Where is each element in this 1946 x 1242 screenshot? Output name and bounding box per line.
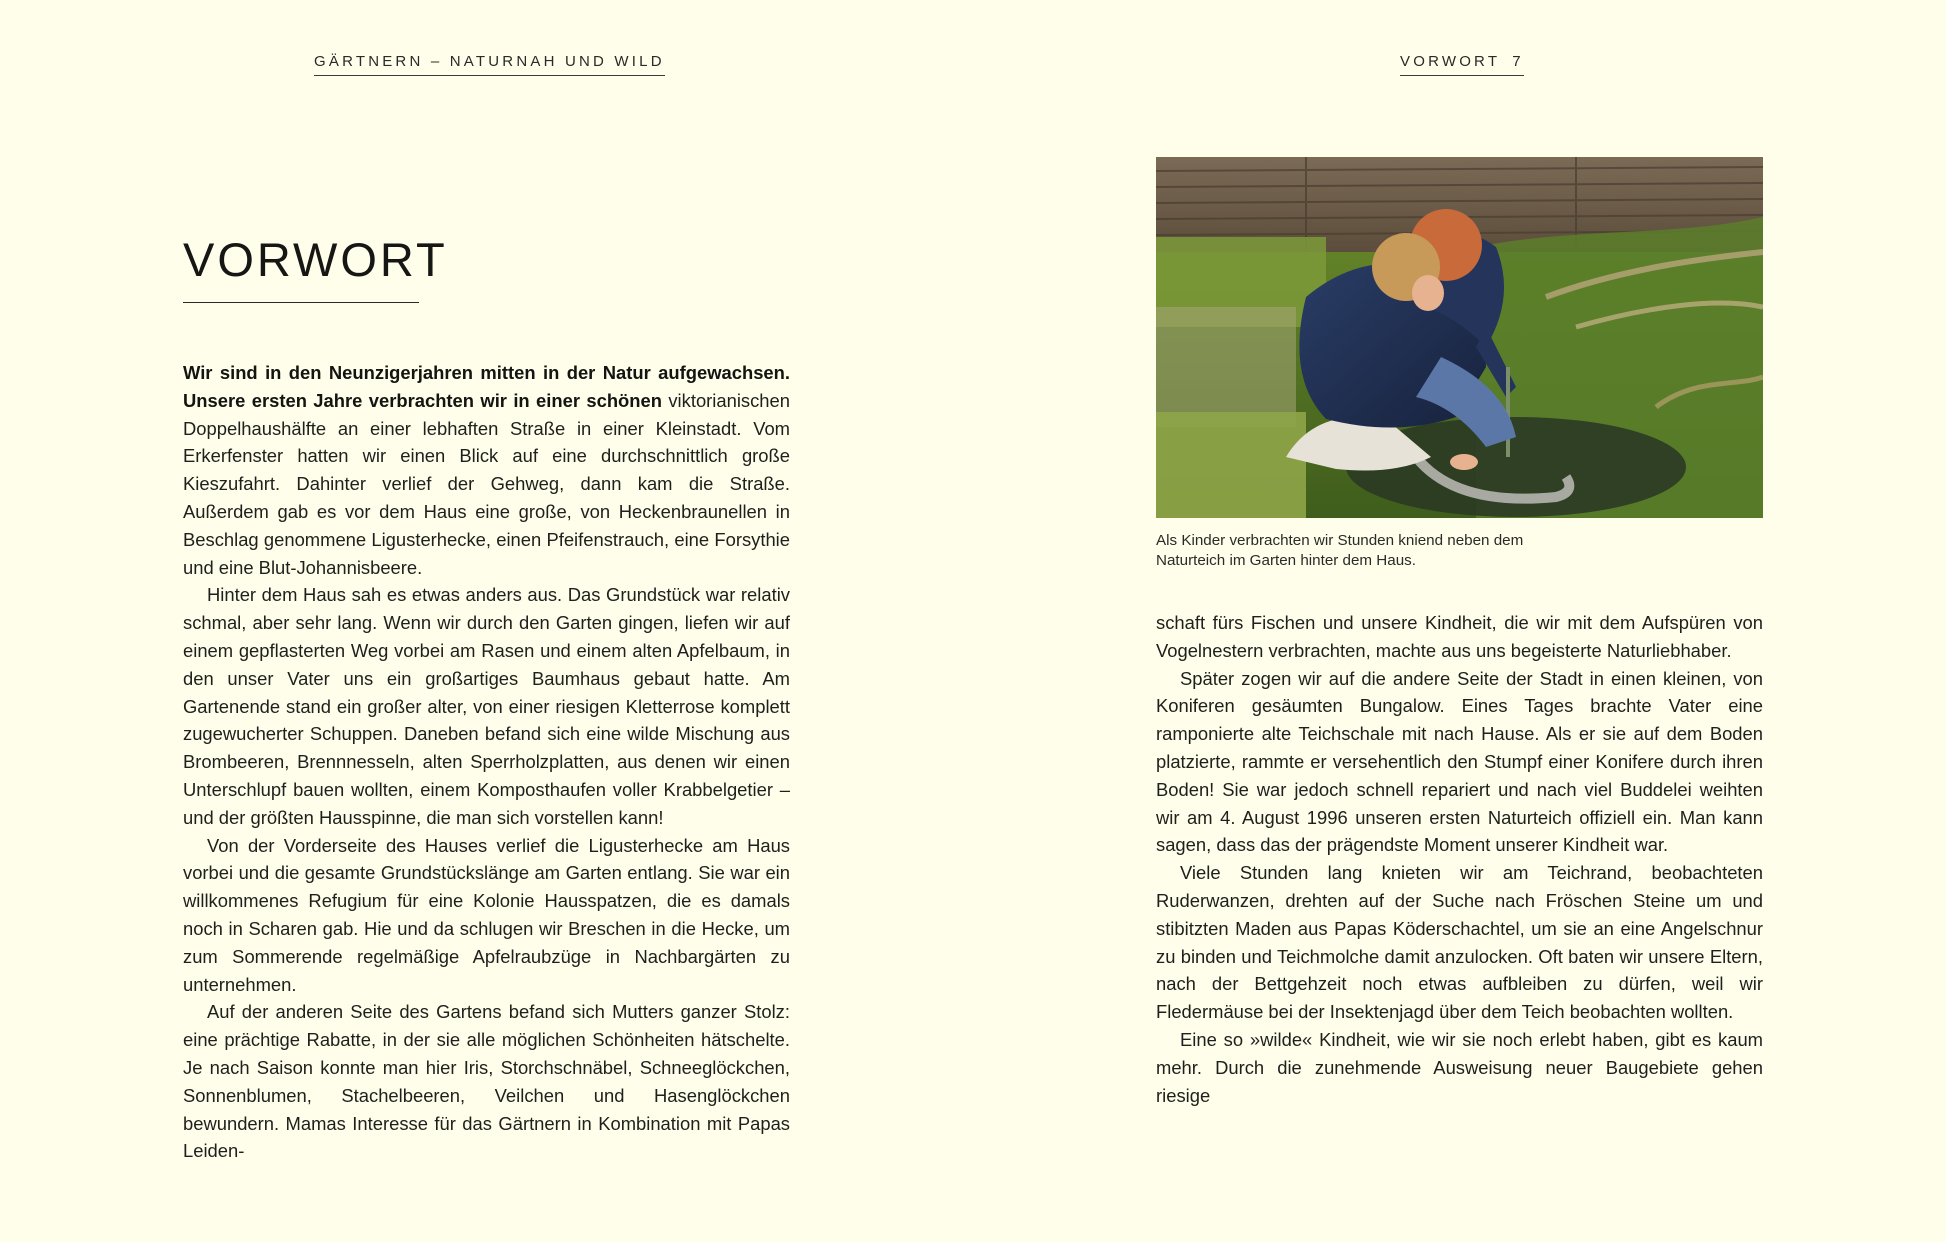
body-text-right — [1156, 609, 1763, 1109]
paragraph: schaft fürs Fischen und unsere Kindheit, die wir mit dem Aufspüren von Vogelnestern verbrachten, machte aus uns begeisterte Naturliebhaber. — [1156, 612, 1763, 661]
photo-children-at-pond — [1156, 157, 1763, 518]
paragraph: Hinter dem Haus sah es etwas anders aus. Das Grundstück war relativ schmal, aber sehr lang. Wenn wir durch den Garten gingen, liefen wir auf einem gepflasterten Weg vorbei am Rasen und einem alten Apfelbaum, in den unser Vater uns ein großartiges Baumhaus gebaut hatte. Am Gartenende stand ein großer alter, von einer riesigen Kletterrose komplett zugewucherter Schuppen. Daneben befand sich eine wilde Mischung aus Brombeeren, Brennnesseln, alten Sperrholzplatten, aus denen wir einen Unterschlupf bauen wollten, einem Komposthaufen voller Krabbelgetier – und der größten Hausspinne, die man sich vorstellen kann! — [183, 584, 790, 828]
body-text-left — [183, 359, 790, 1165]
paragraph: Von der Vorderseite des Hauses verlief die Ligusterhecke am Haus vorbei und die gesamte Grundstückslänge am Garten entlang. Sie war ein willkommenes Refugium für eine Kolonie Hausspatzen, die es damals noch in Scharen gab. Hie und da schlugen wir Breschen in die Hecke, um zum Sommerende regelmäßige Apfelraubzüge in Nachbargärten zu unternehmen. — [183, 834, 790, 995]
chapter-title: VORWORT — [183, 233, 448, 286]
photo-caption: Als Kinder verbrachten wir Stunden kniend neben dem Naturteich im Garten hinter dem Haus. — [1156, 532, 1524, 569]
lead-in-text: Wir sind in den Neunzigerjahren mitten in der Natur aufgewachsen. Unsere ersten Jahre verbrachten wir in einer schönen — [183, 362, 790, 411]
running-head-right — [1400, 53, 1524, 76]
paragraph: Später zogen wir auf die andere Seite der Stadt in einen kleinen, von Koniferen gesäumten Bungalow. Eines Tages brachte Vater eine ramponierte alte Teichschale mit nach Hause. Als er sie auf dem Boden platzierte, rammte er versehentlich den Stumpf einer Konifere durch ihren Boden! Sie war jedoch schnell repariert und nach viel Buddelei weihten wir am 4. August 1996 unseren ersten Naturteich offiziell ein. Man kann sagen, dass das der prägendste Moment unserer Kindheit war. — [1156, 667, 1763, 856]
paragraph — [183, 359, 790, 581]
running-head-left — [314, 53, 665, 76]
paragraph: Auf der anderen Seite des Gartens befand sich Mutters ganzer Stolz: eine prächtige Rabatte, in der sie alle möglichen Schönheiten hätschelte. Je nach Saison konnte man hier Iris, Storchschnäbel, Schneeglöckchen, Sonnenblumen, Stachelbeeren, Veilchen und Hasenglöckchen bewundern. Mamas Interesse für das Gärtnern in Kombination mit Papas Leiden- — [183, 1001, 790, 1162]
title-divider — [183, 302, 419, 303]
paragraph: Eine so »wilde« Kindheit, wie wir sie noch erlebt haben, gibt es kaum mehr. Durch die zunehmende Ausweisung neuer Baugebiete gehen riesige — [1156, 1028, 1763, 1106]
running-head-title: VORWORT — [1400, 53, 1501, 70]
running-head-title: GÄRTNERN – NATURNAH UND WILD — [314, 53, 665, 70]
paragraph-text: viktorianischen Doppelhaushälfte an einer lebhaften Straße in einer Kleinstadt. Vom Erkerfenster hatten wir einen Blick auf eine durchschnittlich große Kieszufahrt. Dahinter verlief der Gehweg, dann kam die Straße. Außerdem gab es vor dem Haus eine große, von Heckenbraunellen in Beschlag genommene Ligusterhecke, einen Pfeifenstrauch, eine Forsythie und eine Blut-Johannisbeere. — [183, 389, 790, 578]
paragraph: Viele Stunden lang knieten wir am Teichrand, beobachteten Ruderwanzen, drehten auf der Suche nach Fröschen Steine um und stibitzten Maden aus Papas Köderschachtel, um sie an eine Angelschnur zu binden und Teichmolche damit anzulocken. Oft baten wir unsere Eltern, nach der Bettgehzeit noch etwas aufbleiben zu dürfen, weil wir Fledermäuse bei der Insektenjagd über dem Teich beobachten wollten. — [1156, 862, 1763, 1023]
photo-illustration — [1156, 157, 1763, 518]
page-number: 7 — [1512, 53, 1524, 70]
